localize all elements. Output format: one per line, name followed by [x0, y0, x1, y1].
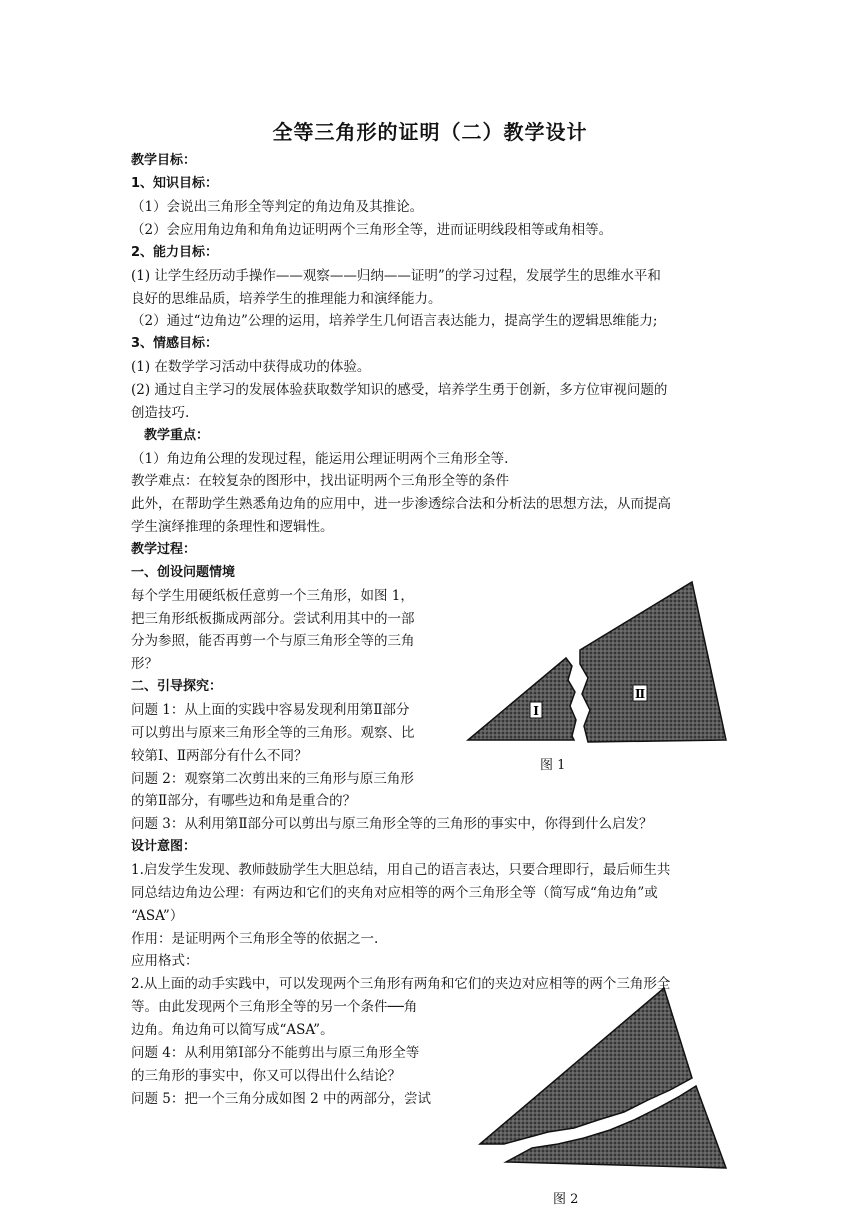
text-line: 边角。角边角可以简写成“ASA”。	[131, 1022, 334, 1038]
heading-teaching-goals: 教学目标：	[131, 153, 197, 168]
text-line: （1）会说出三角形全等判定的角边角及其推论。	[131, 199, 424, 215]
text-line: 问题 2：观察第二次剪出来的三角形与原三角形	[131, 771, 414, 787]
text-line: “ASA”）	[131, 908, 184, 924]
text-line: 2.从上面的动手实践中，可以发现两个三角形有两角和它们的夹边对应相等的两个三角形全	[131, 976, 671, 992]
document-title: 全等三角形的证明（二）教学设计	[272, 120, 588, 144]
text-line: 的第Ⅱ部分，有哪些边和角是重合的？	[131, 793, 357, 809]
text-line: (1) 让学生经历动手操作——观察——归纳——证明”的学习过程，发展学生的思维水平和	[131, 268, 661, 284]
text-line: 良好的思维品质，培养学生的推理能力和演绎能力。	[131, 291, 442, 307]
text-line: 问题 3：从利用第Ⅱ部分可以剪出与原三角形全等的三角形的事实中，你得到什么启发？	[131, 816, 653, 832]
figure-1-label-one: Ⅰ	[533, 704, 539, 718]
figure-2-caption: 图 2	[553, 1192, 579, 1207]
text-line: 1.启发学生发现、教师鼓励学生大胆总结，用自己的语言表达，只要合理即行，最后师生共	[131, 862, 671, 878]
figure-1-caption: 图 1	[540, 758, 566, 773]
text-line: 形？	[131, 656, 158, 672]
triangle-part-two	[580, 582, 726, 742]
heading-ability-goals: 2、能力目标：	[131, 245, 219, 260]
text-line: （1）角边角公理的发现过程，能运用公理证明两个三角形全等.	[131, 451, 509, 467]
text-line: (1) 在数学学习活动中获得成功的体验。	[131, 359, 371, 375]
heading-design-intent: 设计意图：	[131, 839, 197, 854]
figure-1-label-two: Ⅱ	[634, 687, 646, 701]
text-line: 教学难点：在较复杂的图形中，找出证明两个三角形全等的条件	[131, 473, 509, 489]
text-line: 每个学生用硬纸板任意剪一个三角形，如图 1，	[131, 588, 414, 604]
heading-section-one: 一、创设问题情境	[131, 565, 236, 580]
text-line: 应用格式：	[131, 953, 199, 969]
heading-process: 教学过程：	[131, 542, 197, 557]
text-line: 问题 4：从利用第Ⅰ部分不能剪出与原三角形全等	[131, 1045, 420, 1061]
text-line: 等。由此发现两个三角形全等的另一个条件──角	[131, 999, 418, 1015]
text-line: （2）会应用角边角和角角边证明两个三角形全等，进而证明线段相等或角相等。	[131, 222, 613, 238]
triangle-part-one	[468, 658, 576, 740]
text-line: 创造技巧.	[131, 405, 190, 421]
text-line: 此外，在帮助学生熟悉角边角的应用中，进一步渗透综合法和分析法的思想方法，从而提高	[131, 496, 671, 512]
figure-2-torn-triangle	[474, 982, 732, 1172]
heading-knowledge-goals: 1、知识目标：	[131, 176, 219, 191]
text-line: （2）通过“边角边”公理的运用，培养学生几何语言表达能力，提高学生的逻辑思维能力;	[131, 313, 658, 329]
text-line: 的三角形的事实中，你又可以得出什么结论？	[131, 1068, 401, 1084]
heading-key-points: 教学重点：	[144, 428, 210, 443]
text-line: 作用：是证明两个三角形全等的依据之一.	[131, 931, 379, 947]
text-line: 学生演绎推理的条理性和逻辑性。	[131, 519, 334, 535]
text-line: 分为参照，能否再剪一个与原三角形全等的三角	[131, 633, 415, 649]
heading-emotion-goals: 3、情感目标：	[131, 336, 219, 351]
text-line: (2) 通过自主学习的发展体验获取数学知识的感受，培养学生勇于创新，多方位审视问题的	[131, 382, 668, 398]
text-line: 较第Ⅰ、Ⅱ两部分有什么不同？	[131, 748, 308, 764]
text-line: 可以剪出与原来三角形全等的三角形。观察、比	[131, 725, 415, 741]
text-line: 同总结边角边公理：有两边和它们的夹角对应相等的两个三角形全等（简写成“角边角”或	[131, 885, 658, 901]
text-line: 问题 5：把一个三角分成如图 2 中的两部分，尝试	[131, 1091, 432, 1107]
text-line: 把三角形纸板撕成两部分。尝试利用其中的一部	[131, 611, 415, 627]
heading-section-two: 二、引导探究：	[131, 679, 223, 694]
figure-1-torn-triangle	[462, 572, 736, 750]
text-line: 问题 1：从上面的实践中容易发现利用第Ⅱ部分	[131, 702, 410, 718]
